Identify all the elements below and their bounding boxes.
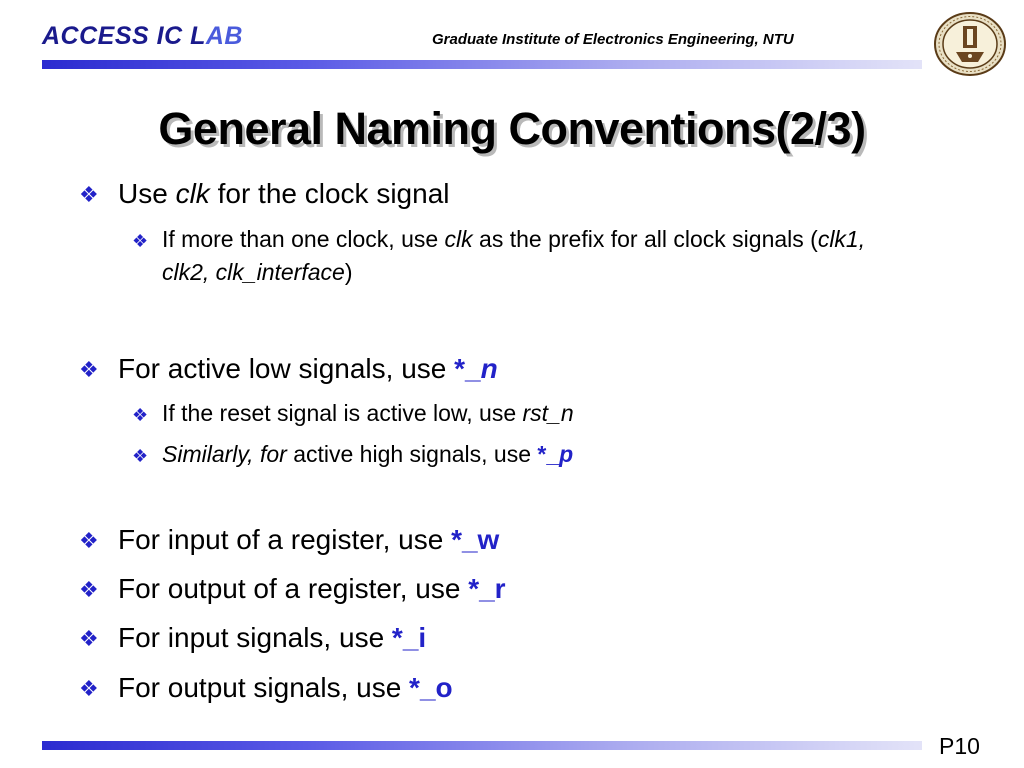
bullet-text: For input of a register, use <box>118 524 452 555</box>
lab-logo <box>42 22 243 51</box>
lab-name-highlight: AB <box>205 22 243 50</box>
bullet-text: Use <box>118 178 176 209</box>
footer-divider-bar <box>42 741 922 750</box>
bullet-register-output <box>79 573 506 605</box>
bullet-code: p <box>559 441 574 467</box>
sub-bullet-reset-signal <box>132 397 574 430</box>
bullet-code: *_ <box>537 441 560 467</box>
bullet-text: For output signals, use <box>118 672 410 703</box>
bullet-code: *_o <box>409 672 453 703</box>
diamond-bullet-icon: ❖ <box>79 528 99 553</box>
bullet-emphasis: clk <box>175 178 210 209</box>
bullet-emphasis: clk1, clk2, clk_interface <box>162 226 866 285</box>
bullet-emphasis: Similarly, for <box>162 441 287 467</box>
sub-bullet-active-high <box>132 438 573 471</box>
diamond-bullet-icon: ❖ <box>132 405 149 425</box>
bullet-code: n <box>480 353 498 384</box>
bullet-active-low <box>79 353 498 385</box>
page-number: P10 <box>939 733 980 759</box>
bullet-text: as the prefix for all clock signals ( <box>472 226 818 252</box>
diamond-bullet-icon: ❖ <box>79 676 99 701</box>
bullet-output-signals <box>79 672 453 704</box>
bullet-register-input <box>79 524 499 556</box>
diamond-bullet-icon: ❖ <box>79 626 99 651</box>
diamond-bullet-icon: ❖ <box>132 446 149 466</box>
bullet-text: for the clock signal <box>209 178 450 209</box>
bullet-code: *_ <box>454 353 481 384</box>
bullet-code: *_w <box>451 524 500 555</box>
diamond-bullet-icon: ❖ <box>132 231 149 251</box>
bullet-input-signals <box>79 622 426 654</box>
bullet-text: If more than one clock, use <box>162 226 445 252</box>
bullet-code: *_r <box>468 573 506 604</box>
bullet-text: If the reset signal is active low, use <box>162 400 523 426</box>
sub-bullet-multiple-clocks <box>132 223 892 289</box>
bullet-emphasis: clk <box>444 226 473 252</box>
lab-name: ACCESS IC L <box>42 22 206 50</box>
header-divider-bar <box>42 60 922 69</box>
bullet-text: For output of a register, use <box>118 573 469 604</box>
bullet-text: For active low signals, use <box>118 353 455 384</box>
institute-name: Graduate Institute of Electronics Engineering, NTU <box>432 31 794 48</box>
diamond-bullet-icon: ❖ <box>79 577 99 602</box>
bullet-clock-signal <box>79 178 449 210</box>
slide-title: General Naming Conventions(2/3) <box>158 103 866 154</box>
bullet-text: active high signals, use <box>286 441 538 467</box>
bullet-emphasis: rst_n <box>522 400 574 426</box>
diamond-bullet-icon: ❖ <box>79 357 99 382</box>
bullet-code: *_i <box>391 622 427 653</box>
bullet-text: For input signals, use <box>118 622 392 653</box>
diamond-bullet-icon: ❖ <box>79 182 99 207</box>
ntu-seal-icon <box>934 12 1006 76</box>
bullet-text: ) <box>344 259 353 285</box>
